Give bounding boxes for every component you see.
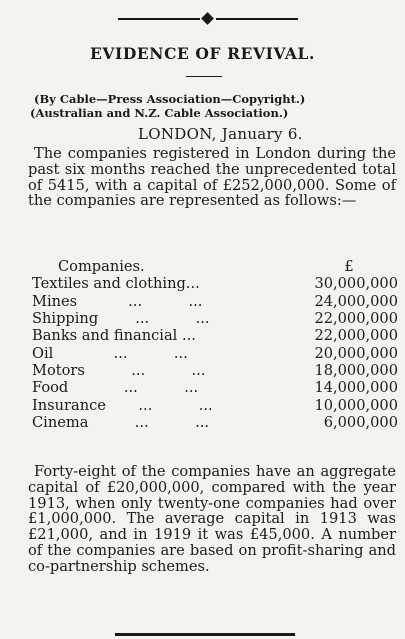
headline: EVIDENCE OF REVIVAL. — [89, 44, 316, 63]
header-pound: £ — [344, 258, 354, 276]
bottom-rule — [115, 633, 295, 636]
row-name: Mines ... ... — [32, 292, 203, 310]
table-row — [32, 396, 400, 413]
row-value: 14,000,000 — [314, 379, 398, 397]
credit-line-cable: (Australian and N.Z. Cable Association.) — [30, 106, 289, 120]
divider — [186, 76, 222, 77]
row-name: Banks and financial ... — [32, 327, 196, 345]
table-row — [32, 310, 400, 327]
row-value: 10,000,000 — [314, 396, 398, 414]
table-row — [32, 414, 400, 431]
row-value: 30,000,000 — [314, 275, 398, 293]
table-header-row — [32, 258, 400, 275]
credit-line-press: (By Cable—Press Association—Copyright.) — [34, 92, 306, 106]
companies-table — [32, 258, 400, 431]
table-row — [32, 293, 400, 310]
row-name: Food ... ... — [32, 379, 199, 397]
row-value: 22,000,000 — [314, 310, 398, 328]
row-value: 6,000,000 — [323, 413, 398, 431]
intro-paragraph: The companies registered in London during the past six months reached the unprecedented total of 5415, with a capital of £252,000,000. Some of the companies are represented as follows:— — [28, 145, 396, 210]
row-value: 20,000,000 — [314, 344, 398, 362]
top-ornament-rule — [118, 13, 298, 25]
diamond-ornament-icon — [201, 12, 214, 25]
row-value: 24,000,000 — [314, 292, 398, 310]
row-value: 18,000,000 — [314, 361, 398, 379]
row-name: Cinema ... ... — [32, 413, 210, 431]
row-name: Textiles and clothing... — [32, 275, 200, 293]
header-companies: Companies. — [58, 258, 145, 276]
row-name: Motors ... ... — [32, 361, 206, 379]
table-row — [32, 344, 400, 361]
table-row — [32, 327, 400, 344]
table-row — [32, 379, 400, 396]
table-row — [32, 362, 400, 379]
row-name: Insurance ... ... — [32, 396, 213, 414]
row-name: Oil ... ... — [32, 344, 188, 362]
table-row — [32, 275, 400, 292]
row-value: 22,000,000 — [314, 327, 398, 345]
closing-paragraph: Forty-eight of the companies have an aggregate capital of £20,000,000, compared with the year 1913, when only twenty-one companies had over £1,000,000. The average capital in 1913 was £21,000, and in 1919 it was £45,000. A number of the companies are based on profit-sharing and co-partnership schemes. — [28, 463, 396, 575]
dateline: LONDON, January 6. — [138, 125, 303, 143]
row-name: Shipping ... ... — [32, 310, 210, 328]
